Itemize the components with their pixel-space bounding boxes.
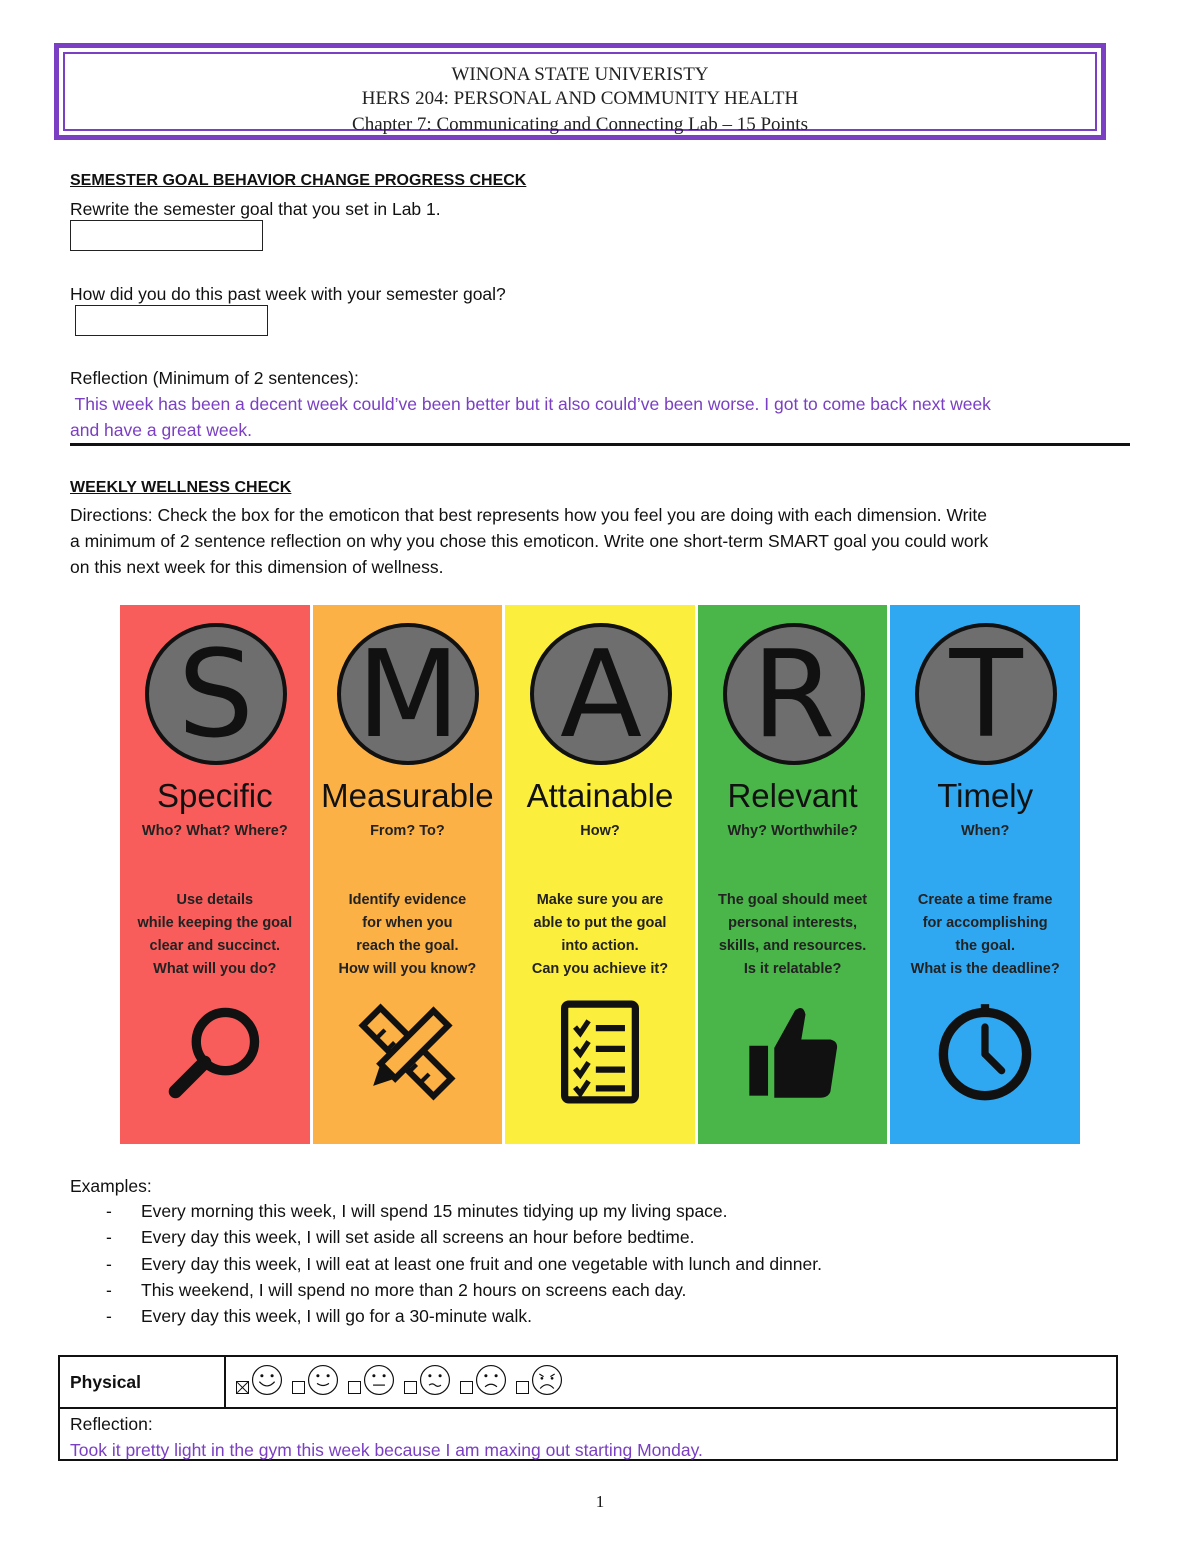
smart-desc-line: for when you bbox=[362, 915, 453, 931]
document-header bbox=[54, 43, 1106, 140]
smart-column-attainable bbox=[502, 605, 695, 1144]
example-item: - Every morning this week, I will spend 15 minutes tidying up my living space. bbox=[70, 1198, 822, 1224]
section-divider bbox=[70, 443, 1130, 446]
page-number: 1 bbox=[595, 1492, 605, 1511]
rating-checkbox-2[interactable] bbox=[292, 1381, 305, 1394]
smart-title: Relevant bbox=[727, 777, 858, 814]
smart-desc-line: What will you do? bbox=[153, 961, 277, 977]
example-item: - Every day this week, I will go for a 30-minute walk. bbox=[70, 1303, 822, 1329]
progress-prompt: How did you do this past week with your semester goal? bbox=[70, 284, 506, 304]
reflection-text-line-2: and have a great week. bbox=[70, 420, 252, 440]
reflection-label: Reflection (Minimum of 2 sentences): bbox=[70, 368, 359, 388]
smart-letter-circle bbox=[337, 623, 479, 765]
smart-desc-line: reach the goal. bbox=[356, 938, 459, 954]
rating-checkbox-6[interactable] bbox=[516, 1381, 529, 1394]
smart-letter-circle bbox=[723, 623, 865, 765]
physical-label: Physical bbox=[70, 1372, 142, 1392]
smart-description bbox=[509, 889, 691, 981]
smart-desc-line: Create a time frame bbox=[917, 892, 1053, 908]
smart-column-measurable bbox=[310, 605, 503, 1144]
progress-answer-box[interactable] bbox=[75, 305, 268, 336]
smart-letter-circle bbox=[530, 623, 672, 765]
checklist-icon bbox=[548, 1000, 652, 1104]
smart-desc-line: How will you know? bbox=[338, 961, 477, 977]
physical-label-cell bbox=[60, 1357, 226, 1407]
smart-goals-graphic bbox=[120, 605, 1080, 1144]
smart-desc-line: while keeping the goal bbox=[137, 915, 293, 931]
smart-title: Specific bbox=[157, 777, 273, 814]
smart-question: Who? What? Where? bbox=[141, 823, 288, 839]
rating-checkbox-3[interactable] bbox=[348, 1381, 361, 1394]
smart-column-timely bbox=[887, 605, 1080, 1144]
examples-list bbox=[70, 1198, 822, 1329]
directions-line-2: a minimum of 2 sentence reflection on why you chose this emoticon. Write one short-term SMART goal you could work bbox=[70, 531, 989, 551]
smart-letter: S bbox=[177, 626, 254, 765]
rewrite-goal-answer-box[interactable] bbox=[70, 220, 263, 251]
directions-line-3: on this next week for this dimension of wellness. bbox=[70, 557, 444, 577]
smart-column-specific bbox=[120, 605, 310, 1144]
sad-face-icon bbox=[474, 1363, 508, 1397]
smart-title: Attainable bbox=[526, 777, 674, 814]
happy-face-icon bbox=[306, 1363, 340, 1397]
example-item: - Every day this week, I will set aside all screens an hour before bedtime. bbox=[70, 1224, 822, 1250]
smart-letter: T bbox=[949, 626, 1023, 765]
smart-desc-line: Make sure you are bbox=[536, 892, 664, 908]
smart-desc-line: Can you achieve it? bbox=[531, 961, 669, 977]
smart-desc-line: Identify evidence bbox=[348, 892, 467, 908]
chapter-title: Chapter 7: Communicating and Connecting Lab – 15 Points bbox=[352, 114, 808, 135]
smart-desc-line: able to put the goal bbox=[533, 915, 667, 931]
smart-desc-line: personal interests, bbox=[728, 915, 858, 931]
very-sad-face-icon bbox=[530, 1363, 564, 1397]
smart-letter: A bbox=[559, 626, 643, 765]
university-name: WINONA STATE UNIVERISTY bbox=[451, 64, 709, 85]
smart-desc-line: The goal should meet bbox=[718, 892, 868, 908]
smart-desc-line: into action. bbox=[561, 938, 639, 954]
reflection-text-line-1: This week has been a decent week could’ve been better but it also could’ve been worse. I got to come back next week bbox=[70, 394, 991, 414]
smart-description bbox=[317, 889, 499, 981]
smart-letter-circle bbox=[145, 623, 287, 765]
neutral-face-icon bbox=[362, 1363, 396, 1397]
goal-section-title: SEMESTER GOAL BEHAVIOR CHANGE PROGRESS CHECK bbox=[70, 172, 527, 189]
smart-desc-line: skills, and resources. bbox=[718, 938, 867, 954]
emoticon-rating-group bbox=[236, 1363, 572, 1397]
clock-icon bbox=[933, 1000, 1037, 1104]
rewrite-goal-prompt: Rewrite the semester goal that you set in Lab 1. bbox=[70, 199, 441, 219]
smart-desc-line: for accomplishing bbox=[922, 915, 1048, 931]
thumbs-up-icon bbox=[741, 1000, 845, 1104]
smart-title: Measurable bbox=[321, 777, 494, 814]
unsure-face-icon bbox=[418, 1363, 452, 1397]
course-title: HERS 204: PERSONAL AND COMMUNITY HEALTH bbox=[361, 88, 799, 109]
rating-checkbox-5[interactable] bbox=[460, 1381, 473, 1394]
rating-checkbox-1[interactable] bbox=[236, 1381, 249, 1394]
smart-question: From? To? bbox=[370, 823, 445, 839]
smart-desc-line: Is it relatable? bbox=[743, 961, 842, 977]
example-item: - This weekend, I will spend no more than 2 hours on screens each day. bbox=[70, 1277, 822, 1303]
smart-desc-line: the goal. bbox=[955, 938, 1015, 954]
smart-desc-line: What is the deadline? bbox=[910, 961, 1060, 977]
smart-description bbox=[124, 889, 306, 981]
smart-description bbox=[894, 889, 1076, 981]
smart-question: How? bbox=[580, 823, 620, 839]
examples-label: Examples: bbox=[70, 1176, 152, 1196]
magnifier-icon bbox=[163, 1000, 267, 1104]
physical-wellness-table bbox=[58, 1355, 1118, 1461]
smart-title: Timely bbox=[937, 777, 1034, 814]
physical-reflection-text: Took it pretty light in the gym this week because I am maxing out starting Monday. bbox=[70, 1440, 703, 1460]
smart-question: When? bbox=[961, 823, 1010, 839]
very-happy-face-icon bbox=[250, 1363, 284, 1397]
example-item: - Every day this week, I will eat at least one fruit and one vegetable with lunch and dinner. bbox=[70, 1251, 822, 1277]
smart-letter: R bbox=[751, 626, 836, 765]
smart-desc-line: Use details bbox=[176, 892, 254, 908]
physical-reflection-label: Reflection: bbox=[70, 1414, 153, 1434]
wellness-section-title: WEEKLY WELLNESS CHECK bbox=[70, 479, 292, 496]
smart-description bbox=[702, 889, 884, 981]
rating-checkbox-4[interactable] bbox=[404, 1381, 417, 1394]
directions-line-1: Directions: Check the box for the emoticon that best represents how you feel you are doing with each dimension. Write bbox=[70, 505, 987, 525]
smart-column-relevant bbox=[695, 605, 888, 1144]
physical-rating-row bbox=[60, 1357, 1116, 1409]
pencil-ruler-icon bbox=[355, 1000, 459, 1104]
smart-letter: M bbox=[356, 626, 461, 765]
header-inner-border bbox=[63, 52, 1097, 135]
smart-letter-circle bbox=[915, 623, 1057, 765]
smart-question: Why? Worthwhile? bbox=[727, 823, 858, 839]
smart-desc-line: clear and succinct. bbox=[149, 938, 281, 954]
